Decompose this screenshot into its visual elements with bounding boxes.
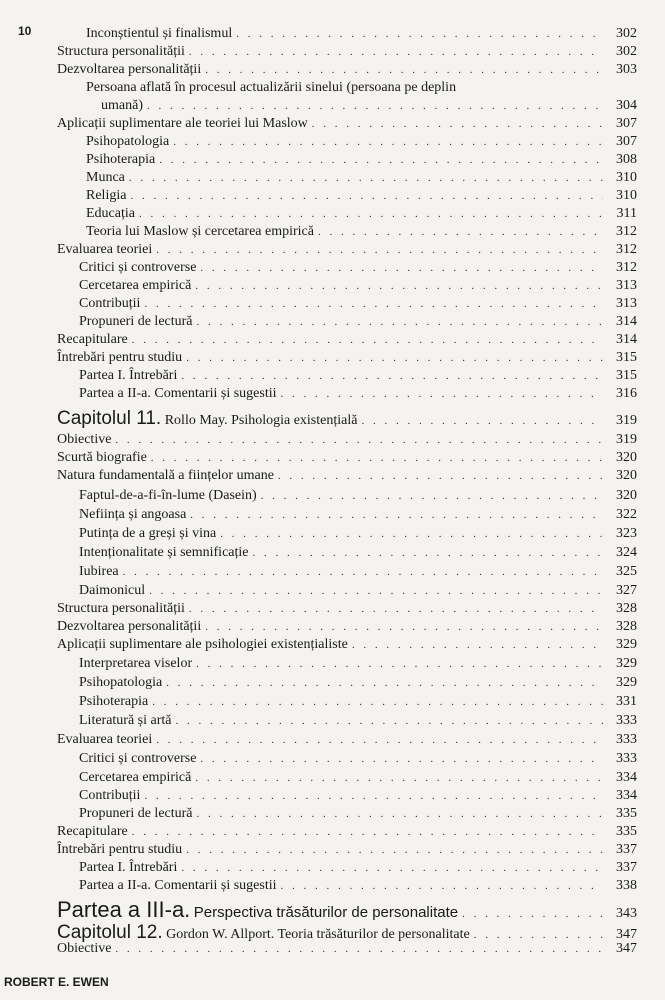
dot-leader (156, 731, 603, 749)
toc-entry-label: Obiective (57, 432, 112, 447)
toc-entry (57, 349, 637, 367)
dot-leader (190, 506, 603, 524)
toc-entry-label: Propuneri de lectură (79, 314, 193, 329)
dot-leader (129, 169, 603, 187)
toc-entry-label: Cercetarea empirică (79, 278, 192, 293)
toc-entry-page: 310 (616, 188, 637, 203)
toc-entry (57, 43, 637, 61)
dot-leader (166, 674, 603, 692)
toc-entry-page: 347 (616, 941, 637, 956)
toc-entry (79, 313, 637, 331)
toc-entry-label: Perspectiva trăsăturilor de personalitate (193, 904, 459, 921)
toc-entry (57, 940, 637, 958)
dot-leader (205, 618, 603, 636)
toc-entry-label: Structura personalității (57, 601, 185, 616)
chapter-heading (57, 408, 637, 432)
toc-entry-page: 320 (616, 468, 637, 483)
dot-leader (152, 693, 603, 711)
toc-entry-page: 335 (616, 824, 637, 839)
toc-entry (86, 97, 637, 115)
toc-entry-label: Partea a II-a. Comentarii și sugestii (79, 386, 277, 401)
toc-entry (79, 506, 637, 524)
toc-entry-label: Contribuții (79, 296, 141, 311)
toc-entry-page: 313 (616, 278, 637, 293)
dot-leader (220, 525, 603, 543)
toc-entry (86, 151, 637, 169)
toc-entry-label: Evaluarea teoriei (57, 242, 153, 257)
dot-leader (361, 410, 603, 432)
toc-entry (86, 187, 637, 205)
toc-entry-page: 343 (616, 906, 637, 921)
toc-entry-page: 323 (616, 526, 637, 541)
dot-leader (181, 859, 603, 877)
toc-entry-page: 304 (616, 98, 637, 113)
toc-entry-label: Propuneri de lectură (79, 806, 193, 821)
toc-entry (79, 487, 637, 505)
toc-entry-label: Dezvoltarea personalității (57, 62, 202, 77)
toc-entry (79, 877, 637, 895)
toc-entry-page: 328 (616, 601, 637, 616)
toc-entry (57, 61, 637, 79)
toc-entry (79, 859, 637, 877)
page-number: 10 (18, 24, 32, 38)
toc-entry-page: 333 (616, 751, 637, 766)
toc-entry-wrapped-line: Persoana aflată în procesul actualizării sinelui (persoana pe deplin (86, 80, 457, 95)
dot-leader (318, 223, 603, 241)
toc-entry-page: 329 (616, 637, 637, 652)
chapter-number: Capitolul 12. (57, 922, 163, 943)
dot-leader (261, 487, 603, 505)
toc-entry (79, 277, 637, 295)
part-number: Partea a III-a. (57, 897, 191, 922)
running-footer: ROBERT E. EWEN (4, 975, 109, 989)
toc-entry-label: Întrebări pentru studiu (57, 842, 183, 857)
toc-entry (79, 787, 637, 805)
toc-entry-label: Religia (86, 188, 127, 203)
toc-entry-page: 319 (616, 432, 637, 447)
dot-leader (144, 787, 603, 805)
toc-entry-label: Gordon W. Allport. Teoria trăsăturilor de personalitate (166, 927, 470, 942)
toc-entry-label: Aplicații suplimentare ale psihologiei existențialiste (57, 637, 348, 652)
toc-entry (57, 431, 637, 449)
toc-entry (57, 467, 637, 485)
toc-entry-page: 307 (616, 134, 637, 149)
dot-leader (236, 25, 603, 43)
toc-entry (79, 693, 637, 711)
dot-leader (195, 769, 603, 787)
toc-entry (86, 205, 637, 223)
toc-entry-label: Psihopatologia (86, 134, 170, 149)
dot-leader (144, 295, 603, 313)
toc-entry-label: Literatură și artă (79, 713, 172, 728)
toc-entry-page: 312 (616, 242, 637, 257)
toc-entry (79, 525, 637, 543)
toc-entry-page: 333 (616, 713, 637, 728)
dot-leader (189, 600, 603, 618)
dot-leader (197, 805, 603, 823)
toc-entry (57, 636, 637, 654)
toc-entry-label: Educația (86, 206, 135, 221)
dot-leader (186, 841, 603, 859)
toc-entry (79, 769, 637, 787)
toc-entry-page: 303 (616, 62, 637, 77)
toc-entry-page: 329 (616, 656, 637, 671)
toc-entry-page: 313 (616, 296, 637, 311)
dot-leader (159, 151, 603, 169)
toc-entry-page: 334 (616, 788, 637, 803)
toc-entry-label: Rollo May. Psihologia existențială (164, 413, 358, 428)
toc-entry (79, 385, 637, 403)
toc-entry-page: 328 (616, 619, 637, 634)
toc-entry-label: Critici și controverse (79, 751, 197, 766)
toc-entry (57, 841, 637, 859)
toc-entry-label: Putința de a greși și vina (79, 526, 217, 541)
toc-entry-page: 337 (616, 860, 637, 875)
toc-entry-label: Interpretarea viselor (79, 656, 193, 671)
toc-entry (57, 331, 637, 349)
dot-leader (200, 259, 603, 277)
dot-leader (181, 367, 603, 385)
dot-leader (281, 877, 604, 895)
toc-entry-page: 302 (616, 44, 637, 59)
dot-leader (132, 331, 603, 349)
toc-entry (79, 259, 637, 277)
toc-entry (57, 600, 637, 618)
toc-entry-label: Psihoterapia (86, 152, 156, 167)
dot-leader (149, 582, 603, 600)
dot-leader (200, 750, 603, 768)
dot-leader (196, 655, 603, 673)
toc-entry-page: 307 (616, 116, 637, 131)
dot-leader (123, 563, 603, 581)
toc-entry-label: Neființa și angoasa (79, 507, 187, 522)
toc-entry-page: 347 (616, 927, 637, 942)
toc-entry-page: 320 (616, 488, 637, 503)
toc-entry-page: 331 (616, 694, 637, 709)
toc-entry (57, 449, 637, 467)
toc-entry-page: 311 (616, 206, 637, 221)
toc-entry-page: 312 (616, 224, 637, 239)
toc-entry-label: Scurtă biografie (57, 450, 147, 465)
toc-entry-page: 322 (616, 507, 637, 522)
toc-entry (57, 115, 637, 133)
dot-leader (197, 313, 603, 331)
toc-entry-label: Cercetarea empirică (79, 770, 192, 785)
toc-entry (79, 544, 637, 562)
toc-entry-page: 319 (616, 413, 637, 428)
dot-leader (132, 823, 603, 841)
toc-entry-label: Recapitulare (57, 824, 128, 839)
toc-entry (86, 133, 637, 151)
toc-entry-label: Recapitulare (57, 332, 128, 347)
toc-entry-page: 327 (616, 583, 637, 598)
toc-entry (86, 169, 637, 187)
toc-entry-label: Contribuții (79, 788, 141, 803)
toc-entry (57, 241, 637, 259)
toc-entry-label: Evaluarea teoriei (57, 732, 153, 747)
toc-entry (79, 563, 637, 581)
toc-entry-label: Dezvoltarea personalității (57, 619, 202, 634)
dot-leader (253, 544, 604, 562)
toc-entry-page: 314 (616, 332, 637, 347)
dot-leader (281, 385, 604, 403)
dot-leader (139, 205, 603, 223)
toc-entry-label: Aplicații suplimentare ale teoriei lui Maslow (57, 116, 308, 131)
dot-leader (115, 940, 603, 958)
dot-leader (205, 61, 603, 79)
dot-leader (278, 467, 603, 485)
toc-entry (79, 805, 637, 823)
toc-entry-label: Partea a II-a. Comentarii și sugestii (79, 878, 277, 893)
toc-entry-label: Psihopatologia (79, 675, 163, 690)
toc-entry (57, 731, 637, 749)
toc-entry-page: 314 (616, 314, 637, 329)
toc-entry-page: 302 (616, 26, 637, 41)
toc-entry (79, 295, 637, 313)
toc-entry (79, 655, 637, 673)
toc-entry (79, 582, 637, 600)
toc-entry-label: Natura fundamentală a ființelor umane (57, 468, 274, 483)
dot-leader (186, 349, 603, 367)
toc-entry (57, 618, 637, 636)
toc-entry-label: Teoria lui Maslow și cercetarea empirică (86, 224, 314, 239)
toc-entry (79, 674, 637, 692)
dot-leader (195, 277, 603, 295)
toc-entry-page: 315 (616, 368, 637, 383)
toc-entry-label: Faptul-de-a-fi-în-lume (Dasein) (79, 488, 257, 503)
toc-entry-label: Critici și controverse (79, 260, 197, 275)
toc-entry-label: Intenționalitate și semnificație (79, 545, 249, 560)
toc-entry-page: 308 (616, 152, 637, 167)
dot-leader (176, 712, 603, 730)
dot-leader (156, 241, 603, 259)
toc-entry-label: Munca (86, 170, 125, 185)
toc-entry-page: 338 (616, 878, 637, 893)
dot-leader (312, 115, 603, 133)
toc-entry-label: Obiective (57, 941, 112, 956)
toc-entry-label: Partea I. Întrebări (79, 860, 178, 875)
toc-entry-page: 310 (616, 170, 637, 185)
toc-entry (79, 712, 637, 730)
toc-entry-label: Structura personalității (57, 44, 185, 59)
toc-entry-page: 324 (616, 545, 637, 560)
dot-leader (147, 97, 603, 115)
toc-entry-label: Inconștientul și finalismul (86, 26, 233, 41)
toc-entry (79, 367, 637, 385)
dot-leader (130, 187, 603, 205)
dot-leader (173, 133, 603, 151)
toc-entry-page: 320 (616, 450, 637, 465)
toc-entry-page: 335 (616, 806, 637, 821)
toc-entry-page: 337 (616, 842, 637, 857)
toc-entry-page: 316 (616, 386, 637, 401)
toc-entry-page: 315 (616, 350, 637, 365)
toc-entry-page: 329 (616, 675, 637, 690)
toc-entry-label: umană) (101, 98, 143, 113)
chapter-number: Capitolul 11. (57, 408, 162, 429)
toc-entry-page: 325 (616, 564, 637, 579)
toc-entry-label: Iubirea (79, 564, 119, 579)
dot-leader (115, 431, 603, 449)
toc-entry-label: Daimonicul (79, 583, 146, 598)
toc-entry (86, 223, 637, 241)
dot-leader (151, 449, 603, 467)
toc-entry-page: 334 (616, 770, 637, 785)
dot-leader (189, 43, 603, 61)
toc-entry-page: 312 (616, 260, 637, 275)
toc-entry (79, 750, 637, 768)
toc-entry (57, 823, 637, 841)
toc-entry-label: Psihoterapia (79, 694, 149, 709)
dot-leader (352, 636, 603, 654)
toc-entry-page: 333 (616, 732, 637, 747)
toc-entry (86, 25, 637, 43)
toc-entry-label: Întrebări pentru studiu (57, 350, 183, 365)
toc-entry-label: Partea I. Întrebări (79, 368, 178, 383)
